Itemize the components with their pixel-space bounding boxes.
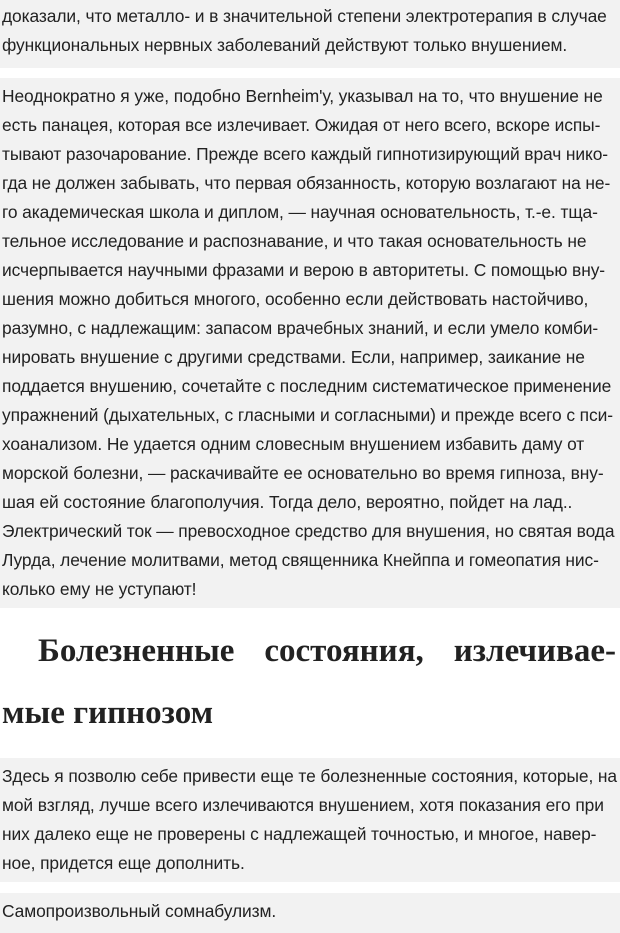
paragraph-3-line: мой взгляд, лучше всего излечиваются внушением, хотя показания его при [2,795,604,815]
paragraph-2-line: колько ему не уступают! [2,579,197,599]
paragraph-2-line: шения можно добиться многого, особенно если действовать настойчиво, [2,289,589,309]
heading-word: излечивае- [453,633,616,669]
paragraph-2-line: есть панацея, которая все излечивает. Ожидая от него всего, вскоре испы- [2,115,601,135]
paragraph-2-line: хоанализом. Не удается одним словесным внушением избавить даму от [2,434,585,454]
paragraph-2-line: исчерпывается научными фразами и верою в авторитеты. С помощью вну- [2,260,605,280]
paragraph-3-line: Здесь я позволю себе привести еще те болезненные состояния, которые, на [2,766,617,786]
paragraph-2-line: морской болезни, — раскачивайте ее основательно во время гипноза, вну- [2,463,604,483]
paragraph-3-block [0,758,620,882]
paragraph-2-line: нировать внушение с другими средствами. Если, например, заикание не [2,347,585,367]
paragraph-3-line: ное, придется еще дополнить. [2,853,245,873]
paragraph-1-block [0,0,620,68]
paragraph-4-block [0,893,620,933]
paragraph-2-line: гда не должен забывать, что первая обязанность, которую возлагают на не- [2,173,611,193]
paragraph-2-line: Неоднократно я уже, подобно Bernheim'у, указывал на то, что внушение не [2,86,603,106]
paragraph-2-line: шая ей состояние благополучия. Тогда дело, вероятно, пойдет на лад.. [2,492,573,512]
section-heading-continuation: мые гипнозом [2,695,214,731]
paragraph-3-line: них далеко еще не проверены с надлежащей точностью, и многое, навер- [2,824,597,844]
paragraph-2-line: разумно, с надлежащим: запасом врачебных знаний, и если умело комби- [2,318,599,338]
paragraph-2-line: го академическая школа и диплом, — научная основательность, т.-е. тща- [2,202,598,222]
paragraph-2-block [0,78,620,608]
paragraph-2-line: упражнений (дыхательных, с гласными и согласными) и прежде всего с пси- [2,405,613,425]
section-heading [38,631,616,671]
heading-word: Болезненные [38,633,235,669]
heading-word: состояния, [264,633,424,669]
paragraph-2-line: поддается внушению, сочетайте с последним систематическое применение [2,376,612,396]
paragraph-1-line: функциональных нервных заболеваний действуют только внушением. [2,35,568,55]
paragraph-4-line: Самопроизвольный сомнабулизм. [2,901,277,921]
paragraph-2-line: тывают разочарование. Прежде всего каждый гипнотизирующий врач нико- [2,144,608,164]
paragraph-1-line: доказали, что металло- и в значительной степени электротерапия в случае [2,6,607,26]
paragraph-2-line: Электрический ток — превосходное средство для внушения, но святая вода [2,521,615,541]
paragraph-2-line: Лурда, лечение молитвами, метод священника Кнейппа и гомеопатия нис- [2,550,599,570]
paragraph-2-line: тельное исследование и распознавание, и что такая основательность не [2,231,587,251]
